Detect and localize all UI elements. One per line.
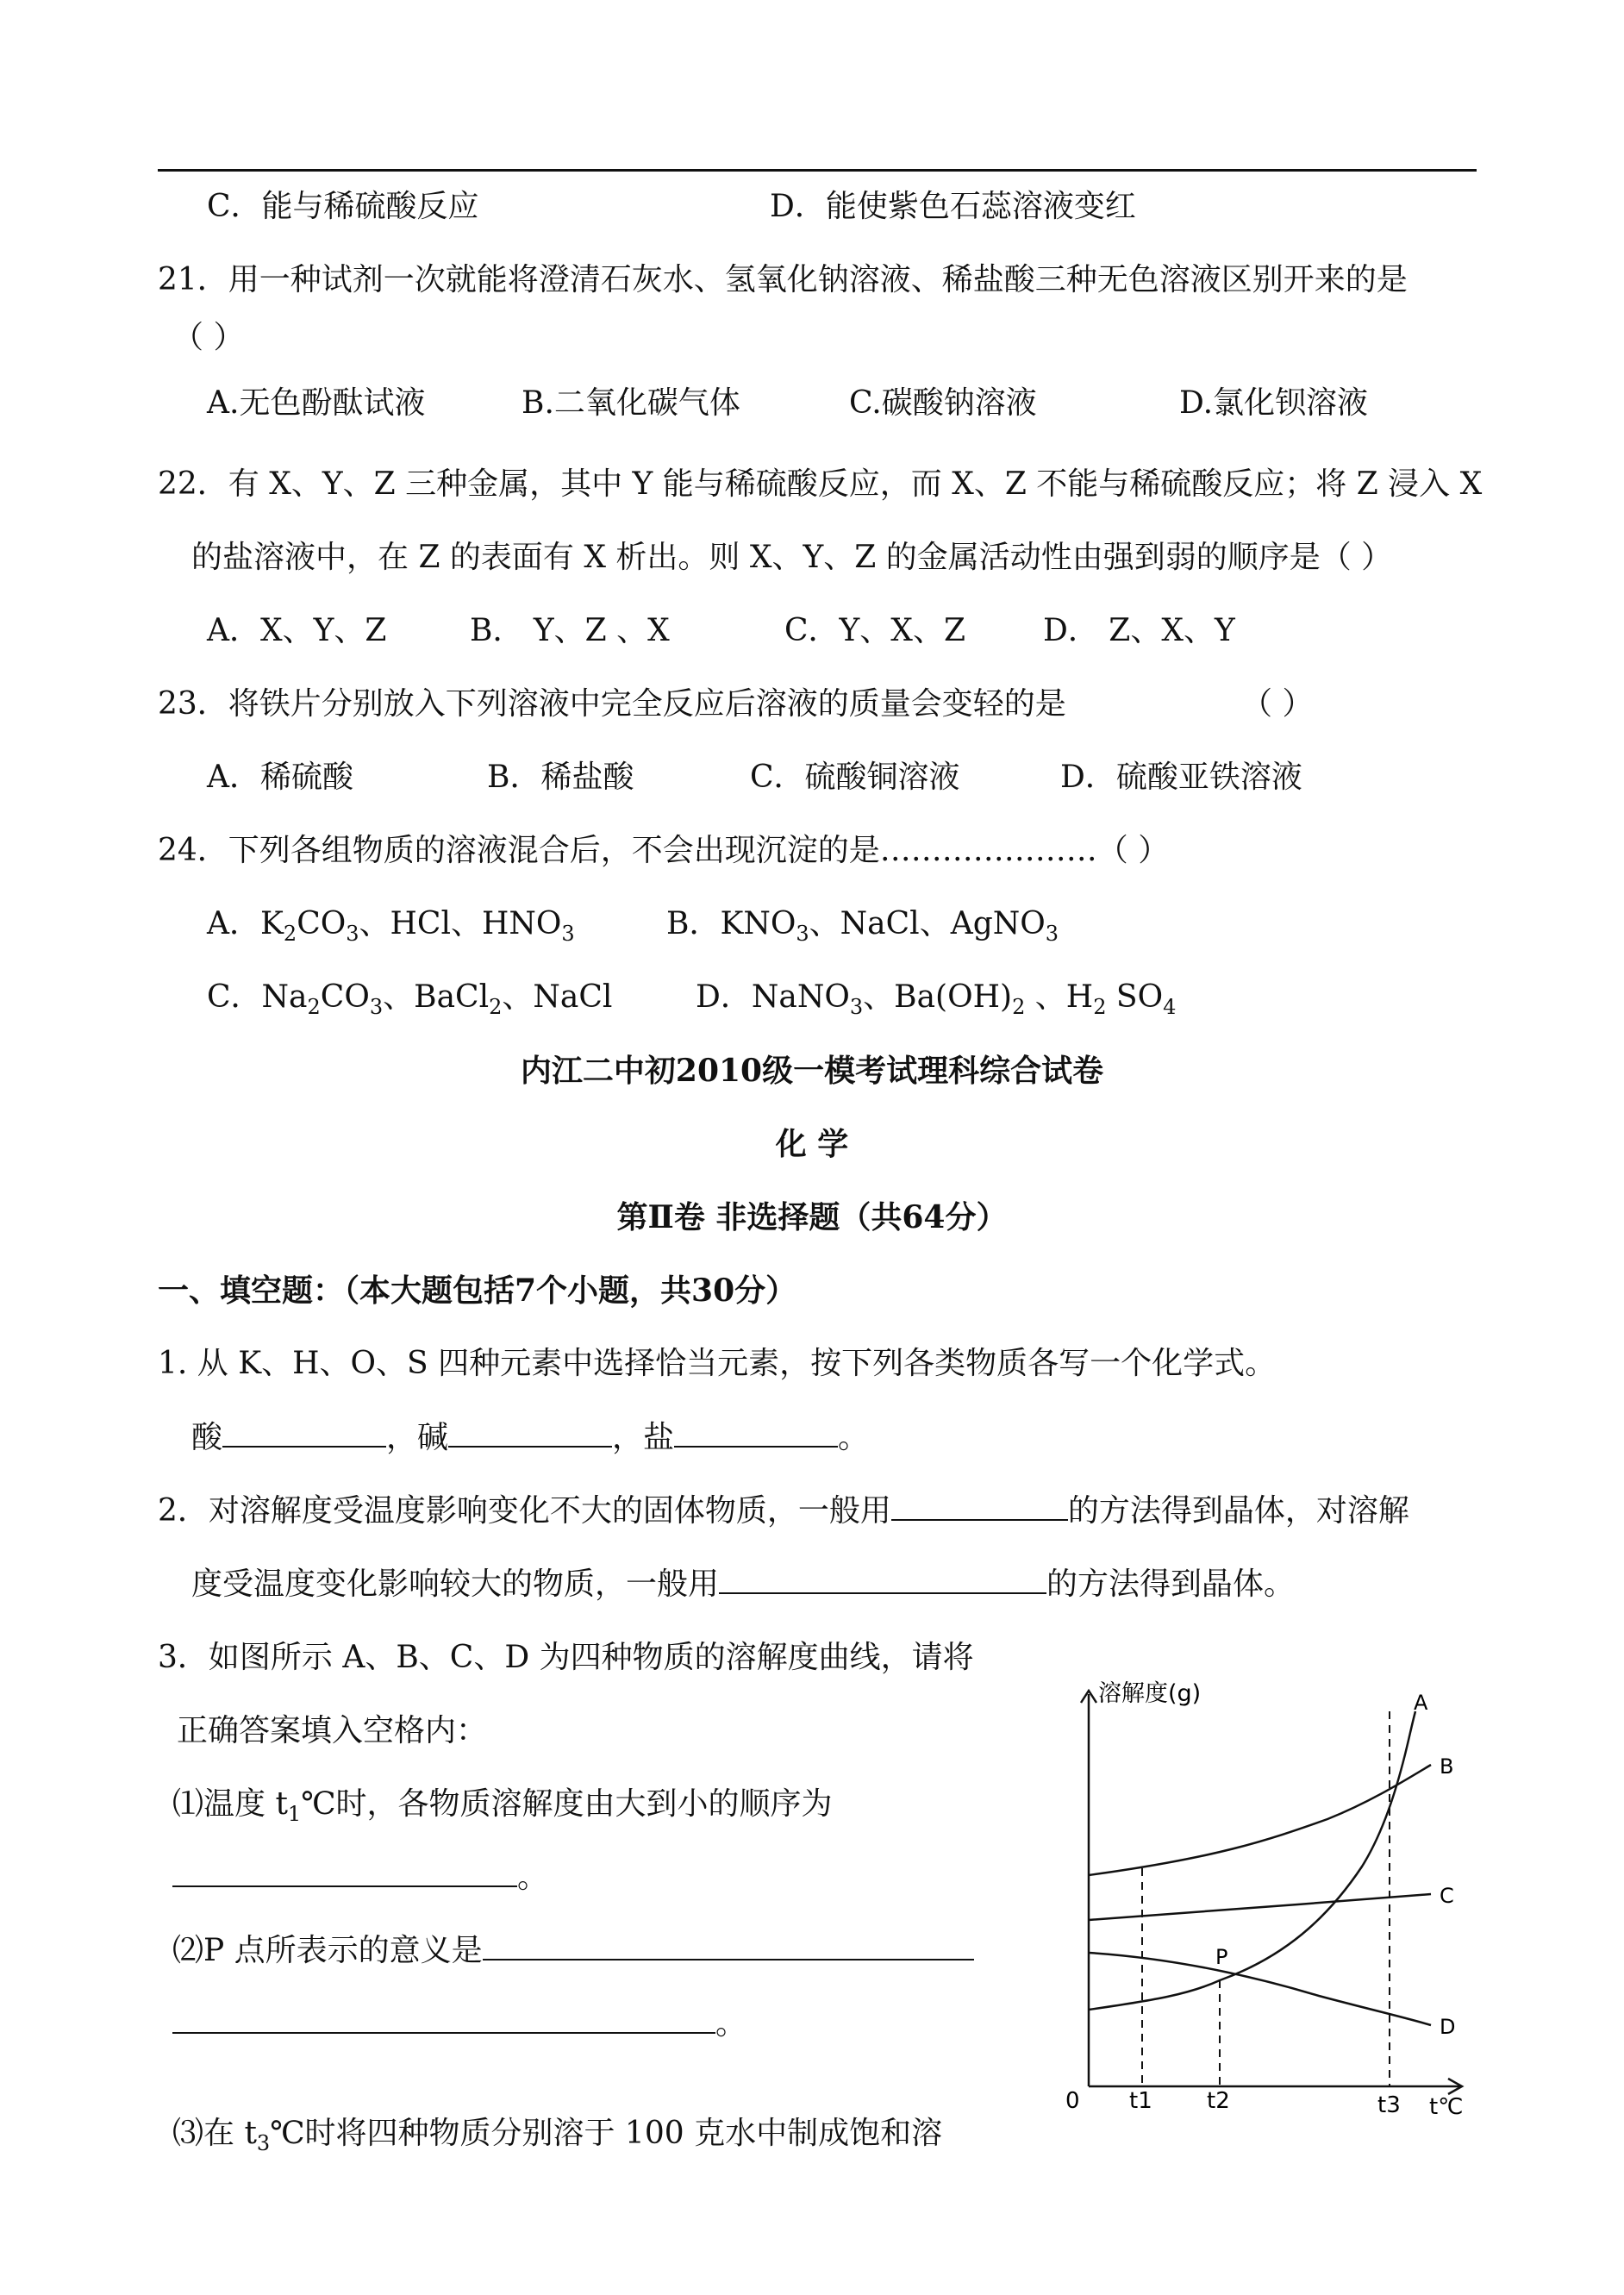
header-rule bbox=[158, 169, 1477, 172]
q23-option-b: B．稀盐酸 bbox=[487, 760, 634, 795]
exam-title: 内江二中初2010级一模考试理科综合试卷 bbox=[520, 1053, 1104, 1089]
tick-t2: t2 bbox=[1207, 2088, 1230, 2114]
q21-option-c: C.碳酸钠溶液 bbox=[849, 385, 1037, 421]
q24-option-c: C．$Na_2CO_3$、BaCl$_2$、NaCl bbox=[207, 979, 613, 1019]
origin-label: 0 bbox=[1065, 2088, 1080, 2114]
point-p-label: P bbox=[1215, 1945, 1228, 1969]
q23-paren: （ ） bbox=[1241, 686, 1314, 722]
p1-base-blank[interactable] bbox=[448, 1420, 612, 1448]
q23-option-c: C．硫酸铜溶液 bbox=[750, 760, 960, 795]
curve-a bbox=[1089, 1711, 1415, 2010]
series-b-label: B bbox=[1440, 1754, 1454, 1779]
p2-line1: 2．对溶解度受温度影响变化不大的固体物质，一般用 的方法得到晶体，对溶解 bbox=[158, 1493, 1409, 1529]
section-title: 第Ⅱ卷 非选择题（共64分） bbox=[616, 1199, 1008, 1235]
p3-q3: ⑶在 $t_3℃$时将四种物质分别溶于 100 克水中制成饱和溶 bbox=[172, 2116, 943, 2155]
q21-paren: （ ） bbox=[172, 320, 245, 355]
q23-option-a: A．稀硫酸 bbox=[207, 760, 353, 795]
q24-option-d: D．NaNO$_3$、$Ba(OH)_2$ 、$H_2$ $SO_4$ bbox=[696, 979, 1177, 1019]
y-axis-label: 溶解度(g) bbox=[1098, 1680, 1202, 1707]
q24-option-b: B．$KNO_3$、NaCl、AgNO$_3$ bbox=[666, 906, 1059, 946]
q23-stem: 23．将铁片分别放入下列溶液中完全反应后溶液的质量会变轻的是 bbox=[158, 686, 1066, 722]
q22-line2: 的盐溶液中，在 Z 的表面有 X 析出。则 X、Y、Z 的金属活动性由强到弱的顺序是（ ） bbox=[191, 540, 1393, 575]
p3-q2-cont: 。 bbox=[172, 2005, 746, 2043]
p1-acid-label: 酸 bbox=[191, 1420, 223, 1455]
q22-line1: 22．有 X、Y、Z 三种金属，其中 Y 能与稀硫酸反应，而 X、Z 不能与稀硫酸反应；将 Z 浸入 X bbox=[158, 466, 1483, 502]
series-a-label: A bbox=[1414, 1691, 1428, 1715]
subject-title: 化 学 bbox=[775, 1126, 849, 1162]
p3-stem: 3．如图所示 A、B、C、D 为四种物质的溶解度曲线，请将 bbox=[158, 1640, 974, 1675]
tick-t1: t1 bbox=[1129, 2088, 1152, 2114]
q21-option-d: D.氯化钡溶液 bbox=[1179, 385, 1369, 421]
q24-option-a: A．$K_2CO_3$、HCl、$HNO_3$ bbox=[207, 906, 575, 946]
q20-option-c: C．能与稀硫酸反应 bbox=[207, 189, 479, 224]
series-c-label: C bbox=[1440, 1884, 1454, 1908]
p1-acid-blank[interactable] bbox=[222, 1420, 386, 1448]
q22-option-c: C．Y、X、Z bbox=[784, 613, 965, 648]
q21-option-b: B.二氧化碳气体 bbox=[522, 385, 740, 421]
p3-q1-answer: 。 bbox=[172, 1859, 548, 1897]
q22-option-b: B． Y、Z 、X bbox=[470, 613, 670, 648]
curve-c bbox=[1089, 1894, 1431, 1920]
p2-line2: 度受温度变化影响较大的物质，一般用 的方法得到晶体。 bbox=[191, 1566, 1296, 1602]
p1-stem: 1. 从 K、H、O、S 四种元素中选择恰当元素，按下列各类物质各写一个化学式。 bbox=[158, 1346, 1277, 1381]
p3-q2: ⑵P 点所表示的意义是 bbox=[172, 1932, 974, 1970]
p1-base-label: ，碱 bbox=[386, 1420, 449, 1455]
x-axis-label: t℃ bbox=[1429, 2094, 1464, 2117]
p1-salt-label: ，盐 bbox=[612, 1420, 675, 1455]
p2-blank1[interactable] bbox=[891, 1493, 1068, 1521]
curve-b bbox=[1089, 1765, 1431, 1875]
part1-heading: 一、填空题：（本大题包括7个小题，共30分） bbox=[158, 1273, 797, 1309]
p3-q2-blank1[interactable] bbox=[483, 1933, 974, 1960]
p1-blanks: 酸 ，碱 ，盐 。 bbox=[191, 1420, 870, 1455]
p1-salt-blank[interactable] bbox=[674, 1420, 838, 1448]
series-d-label: D bbox=[1440, 2015, 1456, 2039]
solubility-chart bbox=[1060, 1668, 1483, 2117]
q23-option-d: D．硫酸亚铁溶液 bbox=[1060, 760, 1302, 795]
p3-q1-blank[interactable] bbox=[172, 1860, 517, 1887]
p2-blank2[interactable] bbox=[719, 1566, 1046, 1594]
tick-t3: t3 bbox=[1377, 2092, 1401, 2117]
q22-option-a: A．X、Y、Z bbox=[207, 613, 387, 648]
q21-stem: 21．用一种试剂一次就能将澄清石灰水、氢氧化钠溶液、稀盐酸三种无色溶液区别开来的是 bbox=[158, 262, 1408, 297]
q22-option-d: D． Z、X、Y bbox=[1043, 613, 1235, 648]
p3-q1: ⑴温度 $t_1℃$时，各物质溶解度由大到小的顺序为 bbox=[172, 1786, 833, 1826]
q20-option-d: D．能使紫色石蕊溶液变红 bbox=[770, 189, 1136, 224]
q21-option-a: A.无色酚酞试液 bbox=[207, 385, 426, 421]
q24-stem: 24．下列各组物质的溶液混合后，不会出现沉淀的是…………………（ ） bbox=[158, 833, 1170, 868]
p3-q2-blank2[interactable] bbox=[172, 2006, 715, 2034]
p3-stem2: 正确答案填入空格内： bbox=[177, 1713, 488, 1748]
